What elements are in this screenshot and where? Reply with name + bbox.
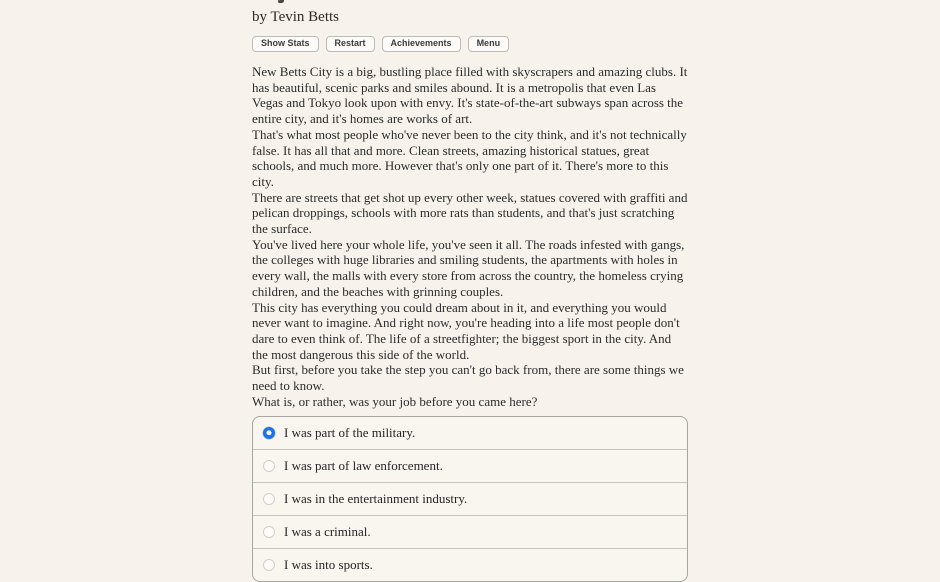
story-paragraph: That's what most people who've never been to the city think, and it's not technically false. It has all that and more. Clean streets, amazing historical statues, great schools, and much more. However that's only one part of it. There's more to this city.	[252, 126, 687, 189]
toolbar	[252, 36, 688, 52]
story-text	[252, 64, 688, 409]
radio-icon[interactable]	[263, 460, 275, 472]
story-paragraph: But first, before you take the step you can't go back from, there are some things we need to know.	[252, 362, 684, 394]
choice-label: I was a criminal.	[284, 524, 371, 540]
content-column	[252, 0, 688, 582]
choice-label: I was part of the military.	[284, 425, 416, 441]
story-paragraph: This city has everything you could dream about in it, and everything you would never want to imagine. And right now, you're heading into a life most people don't dare to even think of. The life of a streetfighter; the biggest sport in the city. And the most dangerous this side of the world.	[252, 299, 680, 362]
choice-option-sports[interactable]	[253, 548, 687, 581]
story-paragraph: You've lived here your whole life, you've seen it all. The roads infested with gangs, the colleges with huge libraries and smiling students, the apartments with holes in every wall, the malls with every store from across the country, the homeless crying children, and the beaches with grinning couples.	[252, 236, 685, 299]
radio-icon[interactable]	[263, 526, 275, 538]
menu-button[interactable]: Menu	[468, 36, 510, 52]
choice-label: I was in the entertainment industry.	[284, 491, 468, 507]
choice-label: I was part of law enforcement.	[284, 458, 443, 474]
radio-icon[interactable]	[263, 559, 275, 571]
restart-button[interactable]: Restart	[326, 36, 375, 52]
show-stats-button[interactable]: Show Stats	[252, 36, 319, 52]
choice-prompt: What is, or rather, was your job before you came here?	[252, 393, 538, 409]
byline: by Tevin Betts	[252, 9, 340, 25]
story-paragraph: New Betts City is a big, bustling place filled with skyscrapers and amazing clubs. It has beautiful, scenic parks and smiles abound. It is a metropolis that even Las Vegas and Tokyo look upon with envy. It's state-of-the-art subways span across the entire city, and it's homes are works of art.	[252, 64, 688, 127]
choice-option-criminal[interactable]	[253, 515, 687, 548]
story-paragraph: There are streets that get shot up every other week, statues covered with graffiti and pelican droppings, schools with more rats than students, and that's just scratching the surface.	[252, 189, 688, 237]
achievements-button[interactable]: Achievements	[382, 36, 461, 52]
choice-option-entertainment[interactable]	[253, 482, 687, 515]
choice-option-law-enforcement[interactable]	[253, 449, 687, 482]
radio-icon[interactable]	[263, 493, 275, 505]
choice-option-military[interactable]	[253, 417, 687, 449]
radio-icon[interactable]	[263, 427, 275, 439]
choice-list	[252, 416, 688, 582]
choice-label: I was into sports.	[284, 557, 373, 573]
